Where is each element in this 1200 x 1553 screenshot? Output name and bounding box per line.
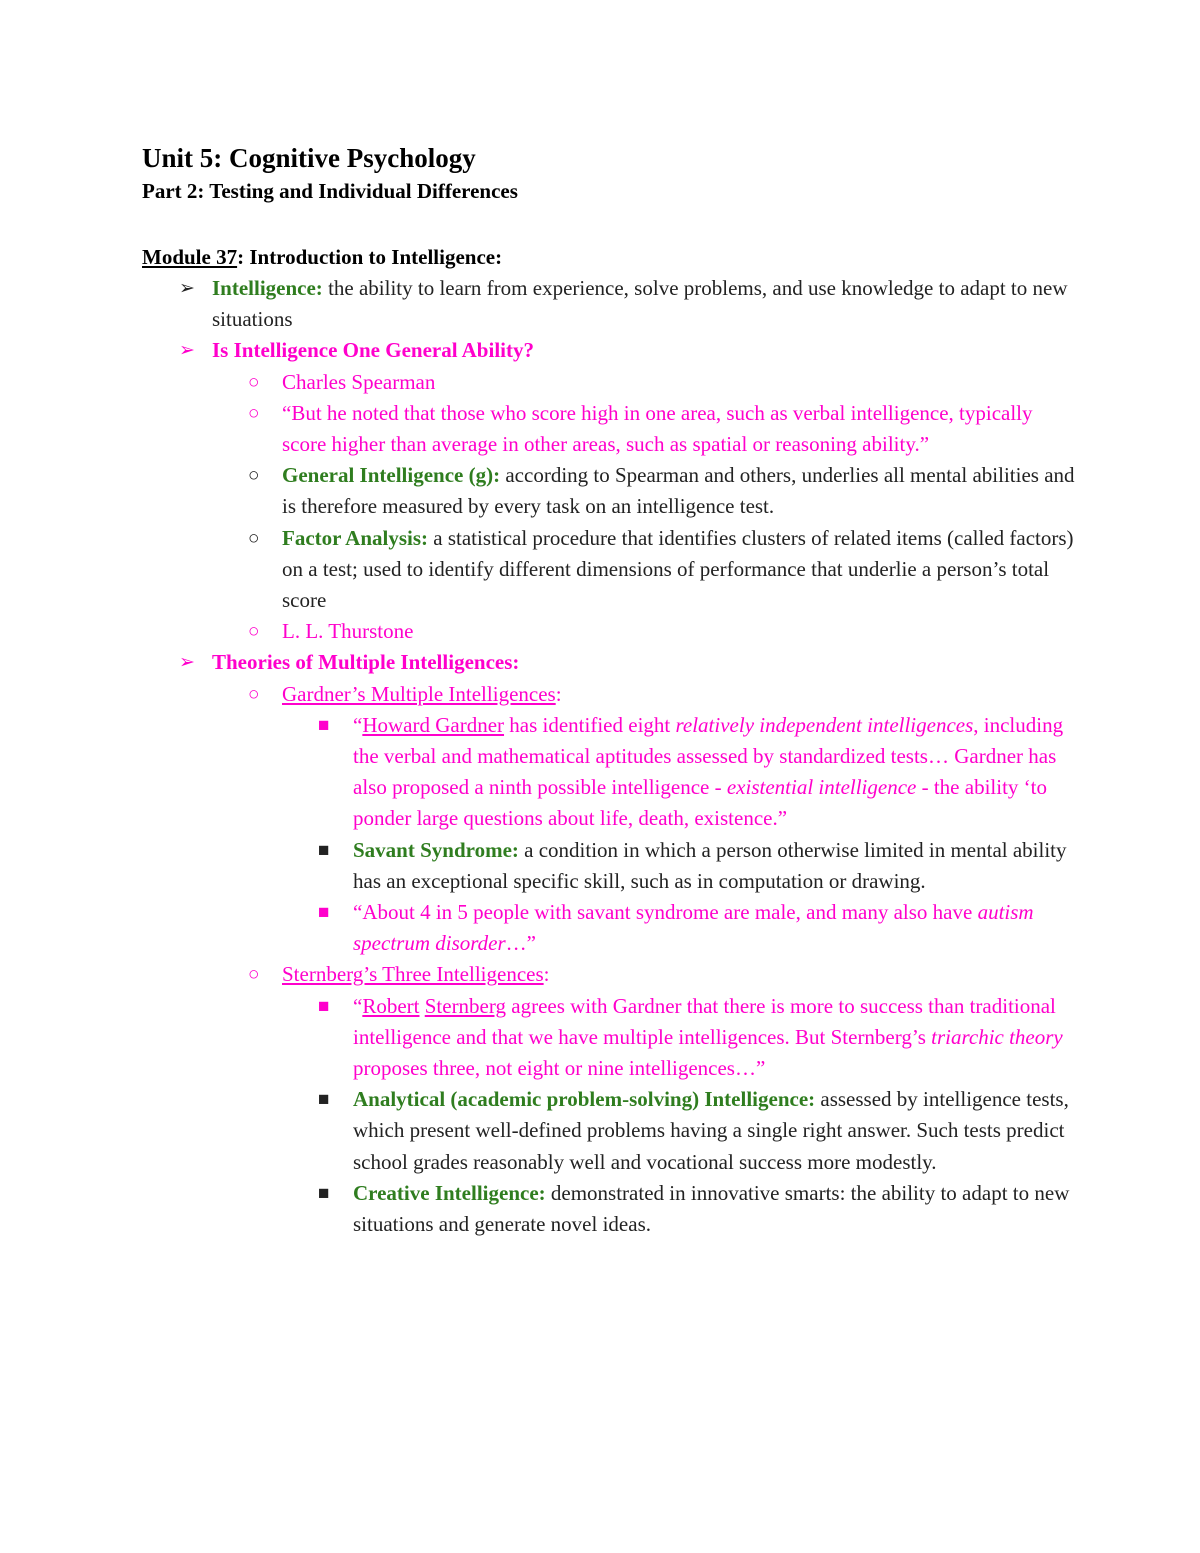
subheading-gardner: Gardner’s Multiple Intelligences [282, 681, 556, 706]
circle-bullet-icon: ○ [248, 402, 260, 424]
subheading-sternberg: Sternberg’s Three Intelligences [282, 962, 544, 987]
module-title [142, 242, 1082, 273]
arrow-bullet-icon: ➢ [179, 652, 195, 674]
circle-bullet-icon: ○ [248, 621, 260, 643]
name-sternberg: Sternberg [424, 993, 506, 1018]
gardner-quote-italic1: relatively independent intelligences [675, 712, 974, 737]
heading-general-ability: Is Intelligence One General Ability? [212, 338, 534, 363]
list-item-savant [142, 835, 1082, 897]
definition-general-intelligence: according to Spearman and others, underlies all mental abilities and is therefore measured by every task on an intelligence test. [282, 463, 1075, 519]
module-heading: : Introduction to Intelligence: [237, 245, 503, 269]
circle-bullet-icon: ○ [248, 964, 260, 986]
name-howard-gardner: Howard Gardner [362, 712, 505, 737]
term-analytical: Analytical (academic problem-solving) Intelligence: [353, 1087, 816, 1112]
square-bullet-icon: ■ [318, 714, 330, 736]
term-intelligence: Intelligence: [212, 276, 323, 300]
list-item-spearman-quote [142, 398, 1082, 460]
gardner-quote-part3: - the ability ‘to ponder large questions about life, death, existence.” [353, 775, 1047, 831]
heading-multiple-intelligences: Theories of Multiple Intelligences: [212, 650, 520, 675]
circle-bullet-icon: ○ [248, 683, 260, 705]
circle-bullet-icon: ○ [248, 527, 260, 549]
term-factor-analysis: Factor Analysis: [282, 525, 429, 550]
circle-bullet-icon: ○ [248, 465, 260, 487]
definition-creative: demonstrated in innovative smarts: the ability to adapt to new situations and generate novel ideas. [353, 1180, 1070, 1237]
colon: : [555, 681, 562, 706]
term-creative: Creative Intelligence: [353, 1180, 546, 1205]
text-thurstone: L. L. Thurstone [282, 619, 414, 644]
list-item-spearman [142, 367, 1082, 398]
term-savant-syndrome: Savant Syndrome: [353, 837, 519, 862]
quote-open: “ [353, 712, 363, 737]
gardner-quote-part2: , including the verbal and mathematical aptitudes assessed by standardized tests… Gardner has also proposed a ninth possible intelligence - [353, 712, 1064, 800]
colon: : [543, 962, 550, 987]
list-item-general-ability [142, 335, 1082, 366]
module-label: Module 37 [142, 245, 238, 269]
name-robert: Robert [362, 993, 420, 1018]
list-item-sternberg-quote [142, 991, 1082, 1085]
text-spearman-quote: “But he noted that those who score high in one area, such as verbal intelligence, typically score higher than average in other areas, such as spatial or reasoning ability.” [282, 400, 1033, 457]
list-item-general-intelligence [142, 460, 1082, 522]
square-bullet-icon: ■ [318, 1089, 330, 1111]
square-bullet-icon: ■ [318, 902, 330, 924]
list-item-intelligence [142, 273, 1082, 335]
list-item-gardner [142, 679, 1082, 710]
list-item-sternberg [142, 959, 1082, 990]
list-item-creative [142, 1178, 1082, 1240]
gardner-quote-part1: has identified eight [504, 712, 676, 737]
circle-bullet-icon: ○ [248, 371, 260, 393]
list-item-analytical [142, 1084, 1082, 1178]
sternberg-quote-italic: triarchic theory [931, 1024, 1063, 1049]
arrow-bullet-icon: ➢ [179, 340, 195, 362]
sternberg-quote-part2: proposes three, not eight or nine intelligences…” [353, 1056, 766, 1081]
savant-quote-part1: “About 4 in 5 people with savant syndrome are male, and many also have [353, 900, 978, 925]
quote-open: “ [353, 993, 363, 1018]
term-general-intelligence: General Intelligence (g): [282, 463, 501, 488]
sternberg-quote-part1: agrees with Gardner that there is more to success than traditional intelligence and that we have multiple intelligences. But Sternberg’s [353, 993, 1056, 1049]
list-item-gardner-quote [142, 710, 1082, 835]
arrow-bullet-icon: ➢ [179, 278, 195, 299]
square-bullet-icon: ■ [318, 1182, 330, 1204]
part-title: Part 2: Testing and Individual Differences [142, 179, 518, 203]
square-bullet-icon: ■ [318, 839, 330, 861]
unit-title: Unit 5: Cognitive Psychology [142, 143, 476, 173]
text-spearman: Charles Spearman [282, 369, 436, 394]
definition-intelligence: the ability to learn from experience, solve problems, and use knowledge to adapt to new situations [212, 276, 1068, 332]
list-item-multiple-intelligences [142, 647, 1082, 678]
definition-savant-syndrome: a condition in which a person otherwise limited in mental ability has an exceptional specific skill, such as in computation or drawing. [353, 837, 1067, 893]
definition-factor-analysis: a statistical procedure that identifies clusters of related items (called factors) on a test; used to identify different dimensions of performance that underlie a person’s total score [282, 525, 1074, 613]
savant-quote-italic: autism spectrum disorder [353, 900, 1034, 956]
square-bullet-icon: ■ [318, 995, 330, 1017]
list-item-savant-quote [142, 897, 1082, 959]
definition-analytical: assessed by intelligence tests, which present well-defined problems having a single right answer. Such tests predict school grades reasonably well and vocational success more modestly. [353, 1087, 1069, 1174]
notes-content [142, 140, 1082, 1240]
list-item-thurstone [142, 616, 1082, 647]
list-item-factor-analysis [142, 523, 1082, 617]
gardner-quote-italic2: existential intelligence [726, 775, 917, 800]
savant-quote-part2: …” [505, 931, 536, 956]
